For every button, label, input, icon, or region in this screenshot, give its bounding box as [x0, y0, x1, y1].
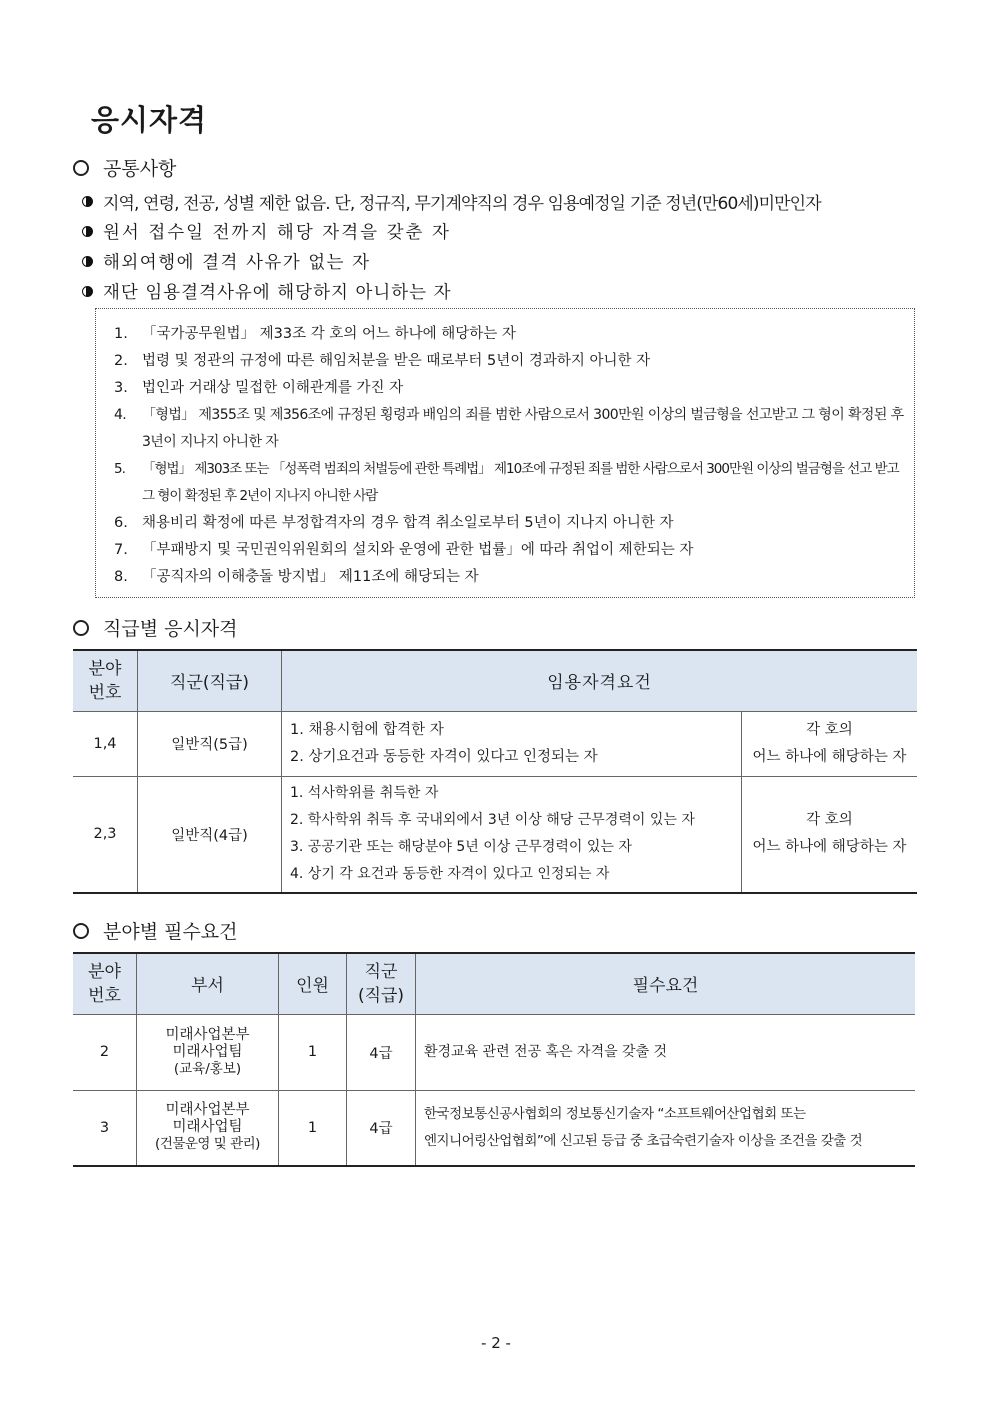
circle-icon: [73, 160, 89, 176]
half-filled-circle-icon: [82, 286, 93, 297]
disqualification-item: 8. 「공직자의 이해충돌 방지법」 제11조에 해당되는 자: [114, 569, 479, 585]
count-cell: 1: [279, 1014, 347, 1090]
bullet-item: [82, 216, 922, 246]
bullet-text: 지역, 연령, 전공, 성별 제한 없음. 단, 정규직, 무기계약직의 경우 임용예정일 기준 정년(만60세)미만인자: [103, 193, 821, 214]
section-heading-grade: [73, 614, 238, 641]
table-row: [73, 1014, 915, 1090]
section-heading-label: 공통사항: [103, 158, 177, 180]
bullet-item: [82, 186, 922, 216]
bullet-item: [82, 246, 922, 276]
half-filled-circle-icon: [82, 196, 93, 207]
section-heading-label: 분야별 필수요건: [103, 921, 238, 943]
table-header-row: [73, 953, 915, 1014]
disqualification-item: 4. 「형법」 제355조 및 제356조에 규정된 횡령과 배임의 죄를 범한 사람으로서 300만원 이상의 벌금형을 선고받고 그 형이 확정된 후 3년이 지나지 아니한 자: [114, 407, 904, 450]
page-title: 응시자격: [91, 103, 208, 137]
field-no-cell: 2: [73, 1014, 137, 1090]
table-header-row: [73, 650, 917, 711]
dept-cell: 미래사업본부 미래사업팀 (건물운영 및 관리): [137, 1090, 279, 1166]
common-bullet-list: [82, 186, 922, 306]
disqualification-item: 6. 채용비리 확정에 따른 부정합격자의 경우 합격 취소일로부터 5년이 지나지 아니한 자: [114, 515, 674, 531]
job-cell: 일반직(5급): [138, 711, 282, 776]
table-row: [73, 1090, 915, 1166]
disqualification-item: 5. 「형법」 제303조 또는 「성폭력 범죄의 처벌등에 관한 특례법」 제10조에 규정된 죄를 범한 사람으로서 300만원 이상의 벌금형을 선고 받고 그 형이 확정된 후 2년이 지나지 아니한 사람: [114, 461, 899, 504]
condition-note-cell: 각 호의 어느 하나에 해당하는 자: [742, 711, 918, 776]
field-no-cell: 2,3: [73, 776, 138, 893]
column-header-job: 직군 (직급): [347, 953, 416, 1014]
half-filled-circle-icon: [82, 256, 93, 267]
circle-icon: [73, 620, 89, 636]
job-cell: 일반직(4급): [138, 776, 282, 893]
job-cell: 4급: [347, 1090, 416, 1166]
column-header-job: 직군(직급): [138, 650, 282, 711]
table-row: [73, 776, 917, 893]
bullet-text: 재단 임용결격사유에 해당하지 아니하는 자: [103, 282, 452, 303]
bullet-text: 해외여행에 결격 사유가 없는 자: [103, 252, 371, 273]
field-no-cell: 1,4: [73, 711, 138, 776]
column-header-requirements: 임용자격요건: [282, 650, 918, 711]
page-number: - 2 -: [481, 1334, 511, 1352]
column-header-field-no: 분야 번호: [73, 953, 137, 1014]
column-header-requirement: 필수요건: [416, 953, 916, 1014]
dept-cell: 미래사업본부 미래사업팀 (교육/홍보): [137, 1014, 279, 1090]
requirements-cell: 1. 석사학위를 취득한 자 2. 학사학위 취득 후 국내외에서 3년 이상 해당 근무경력이 있는 자 3. 공공기관 또는 해당분야 5년 이상 근무경력이 있는 자 4. 상기 각 요건과 동등한 자격이 있다고 인정되는 자: [282, 776, 742, 893]
essential-requirements-table: [73, 952, 915, 1167]
table-row: [73, 711, 917, 776]
section-heading-common: [73, 154, 176, 181]
count-cell: 1: [279, 1090, 347, 1166]
section-heading-label: 직급별 응시자격: [103, 618, 238, 640]
disqualification-item: 3. 법인과 거래상 밀접한 이해관계를 가진 자: [114, 380, 404, 396]
circle-icon: [73, 923, 89, 939]
requirements-cell: 1. 채용시험에 합격한 자 2. 상기요건과 동등한 자격이 있다고 인정되는 자: [282, 711, 742, 776]
job-cell: 4급: [347, 1014, 416, 1090]
section-heading-essential: [73, 917, 238, 944]
bullet-item: [82, 276, 922, 306]
requirement-cell: 환경교육 관련 전공 혹은 자격을 갖출 것: [416, 1014, 916, 1090]
column-header-field-no: 분야 번호: [73, 650, 138, 711]
half-filled-circle-icon: [82, 226, 93, 237]
disqualification-item: 7. 「부패방지 및 국민권익위원회의 설치와 운영에 관한 법률」에 따라 취업이 제한되는 자: [114, 542, 694, 558]
column-header-dept: 부서: [137, 953, 279, 1014]
field-no-cell: 3: [73, 1090, 137, 1166]
bullet-text: 원서 접수일 전까지 해당 자격을 갖춘 자: [103, 222, 451, 243]
column-header-count: 인원: [279, 953, 347, 1014]
disqualification-item: 2. 법령 및 정관의 규정에 따른 해임처분을 받은 때로부터 5년이 경과하지 아니한 자: [114, 353, 651, 369]
disqualification-item: 1. 「국가공무원법」 제33조 각 호의 어느 하나에 해당하는 자: [114, 326, 516, 342]
condition-note-cell: 각 호의 어느 하나에 해당하는 자: [742, 776, 918, 893]
disqualification-box: [95, 308, 915, 598]
requirement-cell: 한국정보통신공사협회의 정보통신기술자 “소프트웨어산업협회 또는 엔지니어링산업협회”에 신고된 등급 중 초급숙련기술자 이상을 조건을 갖출 것: [416, 1090, 916, 1166]
grade-qualification-table: [73, 649, 917, 894]
